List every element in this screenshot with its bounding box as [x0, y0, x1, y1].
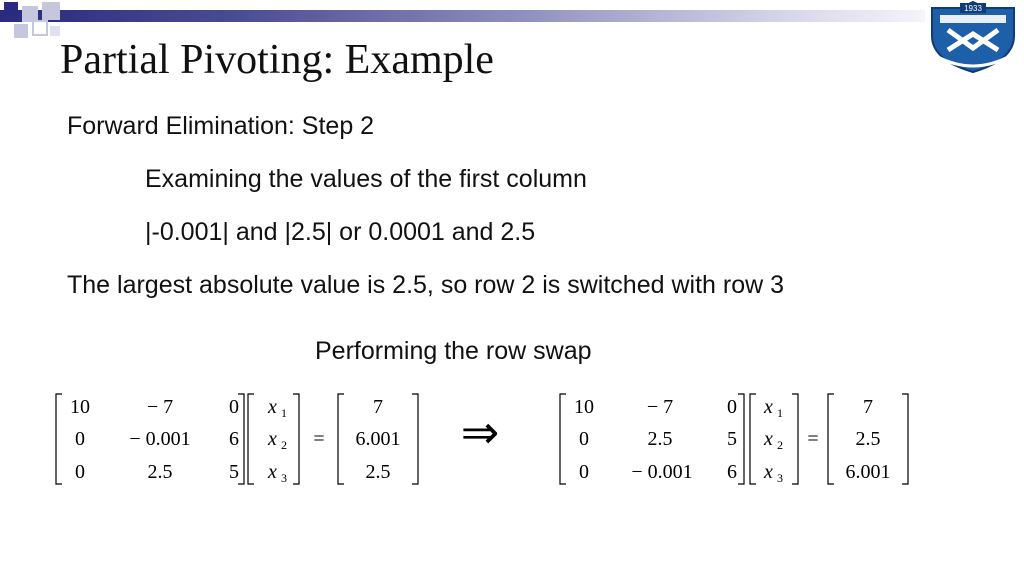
variable-subscript: 3	[777, 471, 783, 485]
rhs-cell: 6.001	[355, 428, 401, 450]
variable-subscript: 2	[777, 438, 783, 452]
variable: x	[764, 396, 773, 418]
step-heading: Forward Elimination: Step 2	[67, 112, 375, 140]
equals-sign: =	[807, 428, 819, 450]
rhs-cell: 2.5	[365, 461, 391, 483]
rhs-cell: 7	[863, 396, 873, 418]
examining-text: Examining the values of the first column	[145, 165, 587, 193]
rhs-cell: 2.5	[855, 428, 881, 450]
header-square-decoration	[4, 2, 18, 16]
matrix-cell: 2.5	[147, 461, 173, 483]
header-square-decoration	[42, 2, 60, 20]
variable-subscript: 2	[281, 438, 287, 452]
matrix-cell: − 7	[646, 396, 674, 418]
equals-sign: =	[313, 428, 325, 450]
header-gradient-bar	[0, 10, 925, 22]
implies-arrow: ⇒	[460, 407, 500, 458]
matrix-cell: 0	[75, 461, 85, 483]
matrix-cell: 10	[70, 396, 90, 418]
rhs-cell: 6.001	[845, 461, 891, 483]
variable: x	[268, 428, 277, 450]
matrix-cell: 0	[579, 428, 589, 450]
matrix-cell: 2.5	[647, 428, 673, 450]
matrix-cell: − 0.001	[631, 461, 693, 483]
matrix-cell: − 7	[146, 396, 174, 418]
matrix-cell: 5	[229, 461, 239, 483]
variable: x	[764, 461, 773, 483]
matrix-cell: 0	[727, 396, 737, 418]
matrix-cell: 5	[727, 428, 737, 450]
row-swap-text: Performing the row swap	[315, 337, 592, 365]
slide-title: Partial Pivoting: Example	[60, 37, 494, 83]
variable-subscript: 3	[281, 471, 287, 485]
logo-year: 1933	[964, 4, 982, 13]
header-square-decoration	[50, 26, 60, 36]
rhs-cell: 7	[373, 396, 383, 418]
matrix-cell: 6	[229, 428, 239, 450]
university-logo	[926, 0, 1020, 74]
variable-subscript: 1	[281, 406, 287, 420]
variable-subscript: 1	[777, 406, 783, 420]
variable: x	[764, 428, 773, 450]
matrix-cell: 0	[75, 428, 85, 450]
matrix-cell: 0	[579, 461, 589, 483]
matrix-equation	[0, 388, 1024, 493]
conclusion-text: The largest absolute value is 2.5, so row 2 is switched with row 3	[67, 271, 785, 299]
matrix-cell: 6	[727, 461, 737, 483]
matrix-cell: 0	[229, 396, 239, 418]
variable: x	[268, 396, 277, 418]
header-square-decoration	[32, 20, 48, 36]
matrix-cell: 10	[574, 396, 594, 418]
matrix-cell: − 0.001	[129, 428, 191, 450]
absolute-values-text: |-0.001| and |2.5| or 0.0001 and 2.5	[145, 218, 536, 246]
header-square-decoration	[14, 24, 28, 38]
variable: x	[268, 461, 277, 483]
